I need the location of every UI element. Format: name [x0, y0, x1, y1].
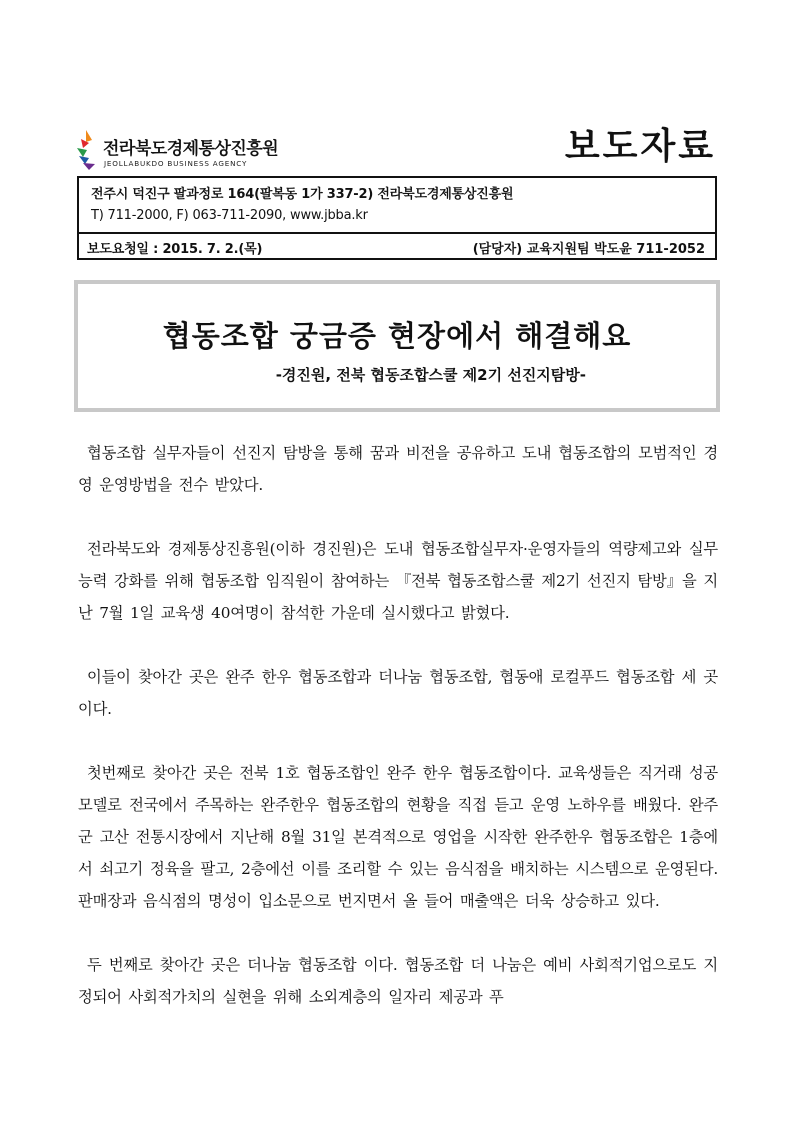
contact-person: (담당자) 교육지원팀 박도윤 711-2052: [472, 242, 705, 257]
paragraph-3: 이들이 찾아간 곳은 완주 한우 협동조합과 더나눔 협동조합, 협동애 로컬푸드 협동조합 세 곳이다.: [78, 668, 718, 718]
article-body: [78, 437, 718, 1045]
org-name: 전라북도경제통상진흥원: [103, 139, 279, 159]
headline-box: [74, 280, 720, 412]
org-logo: [77, 128, 277, 176]
release-date: 보도요청일 : 2015. 7. 2.(목): [87, 242, 263, 257]
address-line: 전주시 덕진구 팔과정로 164(팔복동 1가 337-2) 전라북도경제통상진흥원: [91, 187, 514, 202]
paragraph-5: 두 번째로 찾아간 곳은 더나눔 협동조합 이다. 협동조합 더 나눔은 예비 사회적기업으로도 지정되어 사회적가치의 실현을 위해 소외계층의 일자리 제공과 푸: [78, 956, 718, 1006]
paragraph-1: 협동조합 실무자들이 선진지 탐방을 통해 꿈과 비전을 공유하고 도내 협동조합의 모범적인 경영 운영방법을 전수 받았다.: [78, 444, 718, 494]
contact-info-box: [77, 176, 717, 260]
org-name-english: JEOLLABUKDO BUSINESS AGENCY: [104, 159, 248, 168]
headline-subtitle: -경진원, 전북 협동조합스쿨 제2기 선진지탐방-: [275, 366, 586, 384]
phone-fax-web-line: T) 711-2000, F) 063-711-2090, www.jbba.kr: [91, 208, 368, 223]
paragraph-4: 첫번째로 찾아간 곳은 전북 1호 협동조합인 완주 한우 협동조합이다. 교육생들은 직거래 성공모델로 전국에서 주목하는 완주한우 협동조합의 현황을 직접 듣고 운영 노하우를 배웠다. 완주군 고산 전통시장에서 지난해 8월 31일 본격적으로 영업을 시작한 완주한우 협동조합은 1층에서 쇠고기 정육을 팔고, 2층에선 이를 조리할 수 있는 음식점을 배치하는 시스템으로 운영된다. 판매장과 음식점의 명성이 입소문으로 번지면서 올 들어 매출액은 더욱 상승하고 있다.: [78, 764, 718, 910]
contact-divider: [79, 232, 715, 234]
agency-logo-icon: [77, 130, 99, 170]
headline-title: 협동조합 궁금증 현장에서 해결해요: [162, 319, 632, 353]
document-type-title: 보도자료: [564, 126, 716, 167]
paragraph-2: 전라북도와 경제통상진흥원(이하 경진원)은 도내 협동조합실무자·운영자들의 역량제고와 실무능력 강화를 위해 협동조합 임직원이 참여하는 『전북 협동조합스쿨 제2기 선진지 탐방』을 지난 7월 1일 교육생 40여명이 참석한 가운데 실시했다고 밝혔다.: [78, 540, 718, 622]
